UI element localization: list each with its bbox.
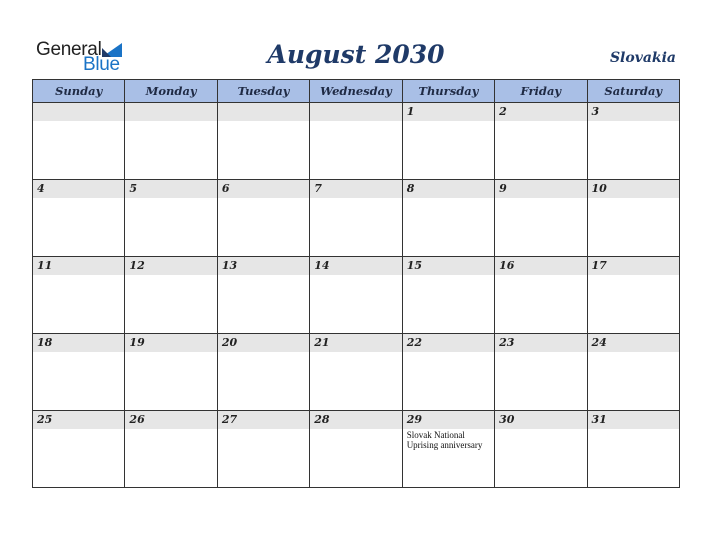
day-number-bar bbox=[218, 103, 309, 121]
day-number: 18 bbox=[37, 336, 53, 349]
weekday-saturday: Saturday bbox=[587, 80, 679, 103]
day-number-bar bbox=[588, 103, 679, 121]
day-number-bar bbox=[403, 334, 494, 352]
day-number-bar bbox=[33, 103, 124, 121]
day-number-bar bbox=[218, 334, 309, 352]
day-cell bbox=[587, 334, 679, 411]
day-number: 20 bbox=[221, 336, 238, 349]
day-number: 19 bbox=[129, 336, 145, 349]
day-number: 27 bbox=[221, 413, 238, 426]
day-number-bar bbox=[125, 180, 216, 198]
day-number: 9 bbox=[499, 182, 507, 195]
day-number-bar bbox=[218, 180, 309, 198]
day-cell bbox=[125, 257, 217, 334]
day-number-bar bbox=[310, 180, 401, 198]
day-cell bbox=[125, 411, 217, 488]
day-number: 30 bbox=[499, 413, 515, 426]
day-cell bbox=[402, 180, 494, 257]
day-number: 13 bbox=[221, 259, 238, 272]
day-number-bar bbox=[125, 411, 216, 429]
day-cell bbox=[33, 103, 125, 180]
day-number-bar bbox=[588, 334, 679, 352]
day-cell bbox=[310, 411, 402, 488]
weekday-sunday: Sunday bbox=[33, 80, 125, 103]
day-cell bbox=[587, 103, 679, 180]
day-cell bbox=[495, 334, 587, 411]
day-cell bbox=[495, 411, 587, 488]
week-row bbox=[33, 103, 680, 180]
day-number: 14 bbox=[314, 259, 330, 272]
day-cell bbox=[587, 257, 679, 334]
day-number-bar bbox=[33, 180, 124, 198]
day-cell bbox=[217, 411, 309, 488]
day-cell bbox=[33, 257, 125, 334]
day-cell bbox=[217, 257, 309, 334]
day-number: 15 bbox=[406, 259, 422, 272]
weekday-friday: Friday bbox=[495, 80, 587, 103]
day-cell bbox=[402, 334, 494, 411]
day-cell bbox=[310, 334, 402, 411]
day-number: 29 bbox=[406, 413, 422, 426]
day-number: 25 bbox=[37, 413, 53, 426]
day-number-bar bbox=[33, 334, 124, 352]
day-number-bar bbox=[495, 103, 586, 121]
day-cell bbox=[310, 180, 402, 257]
weekday-tuesday: Tuesday bbox=[217, 80, 309, 103]
day-cell bbox=[125, 334, 217, 411]
day-cell bbox=[495, 103, 587, 180]
country-label: Slovakia bbox=[609, 50, 676, 66]
day-cell bbox=[587, 411, 679, 488]
day-number: 6 bbox=[221, 182, 230, 195]
day-number: 7 bbox=[314, 182, 322, 195]
day-number-bar bbox=[310, 411, 401, 429]
calendar-grid bbox=[32, 79, 680, 488]
day-number-bar bbox=[125, 103, 216, 121]
day-number: 11 bbox=[37, 259, 53, 272]
day-cell bbox=[125, 180, 217, 257]
day-number-bar bbox=[33, 411, 124, 429]
weekday-monday: Monday bbox=[125, 80, 217, 103]
day-number-bar bbox=[310, 103, 401, 121]
day-cell bbox=[310, 103, 402, 180]
day-number: 31 bbox=[591, 413, 607, 426]
day-number-bar bbox=[310, 257, 401, 275]
day-cell bbox=[402, 411, 494, 488]
day-number-bar bbox=[33, 257, 124, 275]
day-number-bar bbox=[403, 411, 494, 429]
day-number: 12 bbox=[129, 259, 145, 272]
day-number: 17 bbox=[591, 259, 607, 272]
page-title: August 2030 bbox=[267, 40, 445, 69]
day-number-bar bbox=[588, 411, 679, 429]
week-row bbox=[33, 334, 680, 411]
week-row bbox=[33, 257, 680, 334]
day-number-bar bbox=[403, 257, 494, 275]
day-number-bar bbox=[125, 334, 216, 352]
day-number-bar bbox=[495, 411, 586, 429]
day-number-bar bbox=[588, 257, 679, 275]
day-cell bbox=[217, 180, 309, 257]
day-number-bar bbox=[125, 257, 216, 275]
day-number: 8 bbox=[406, 182, 415, 195]
day-number: 23 bbox=[499, 336, 515, 349]
weekday-header-row bbox=[33, 80, 680, 103]
day-cell bbox=[217, 103, 309, 180]
day-number: 22 bbox=[406, 336, 422, 349]
logo-general-text: General bbox=[36, 39, 102, 60]
day-number: 4 bbox=[37, 182, 45, 195]
day-cell bbox=[495, 257, 587, 334]
week-row bbox=[33, 180, 680, 257]
logo-blue-text: Blue bbox=[83, 54, 120, 75]
day-cell bbox=[402, 257, 494, 334]
day-cell bbox=[217, 334, 309, 411]
day-number-bar bbox=[495, 180, 586, 198]
weekday-wednesday: Wednesday bbox=[310, 80, 402, 103]
day-number: 24 bbox=[591, 336, 607, 349]
day-cell bbox=[33, 411, 125, 488]
day-number: 26 bbox=[129, 413, 145, 426]
weekday-thursday: Thursday bbox=[402, 80, 494, 103]
day-number-bar bbox=[403, 103, 494, 121]
day-number: 1 bbox=[406, 105, 415, 118]
day-number-bar bbox=[218, 411, 309, 429]
day-cell bbox=[33, 334, 125, 411]
day-cell bbox=[125, 103, 217, 180]
day-number-bar bbox=[310, 334, 401, 352]
day-number-bar bbox=[403, 180, 494, 198]
day-number: 5 bbox=[129, 182, 138, 195]
day-number: 10 bbox=[591, 182, 607, 195]
generalblue-logo bbox=[36, 38, 126, 74]
day-number: 21 bbox=[314, 336, 330, 349]
day-number-bar bbox=[495, 334, 586, 352]
holiday-label: Slovak National Uprising anniversary bbox=[406, 430, 483, 450]
day-cell bbox=[587, 180, 679, 257]
day-number-bar bbox=[218, 257, 309, 275]
day-number-bar bbox=[495, 257, 586, 275]
day-cell bbox=[495, 180, 587, 257]
day-number: 16 bbox=[499, 259, 515, 272]
day-cell bbox=[33, 180, 125, 257]
day-number: 3 bbox=[591, 105, 600, 118]
day-cell bbox=[402, 103, 494, 180]
week-row bbox=[33, 411, 680, 488]
day-number: 2 bbox=[499, 105, 507, 118]
day-number-bar bbox=[588, 180, 679, 198]
day-number: 28 bbox=[314, 413, 330, 426]
day-cell bbox=[310, 257, 402, 334]
